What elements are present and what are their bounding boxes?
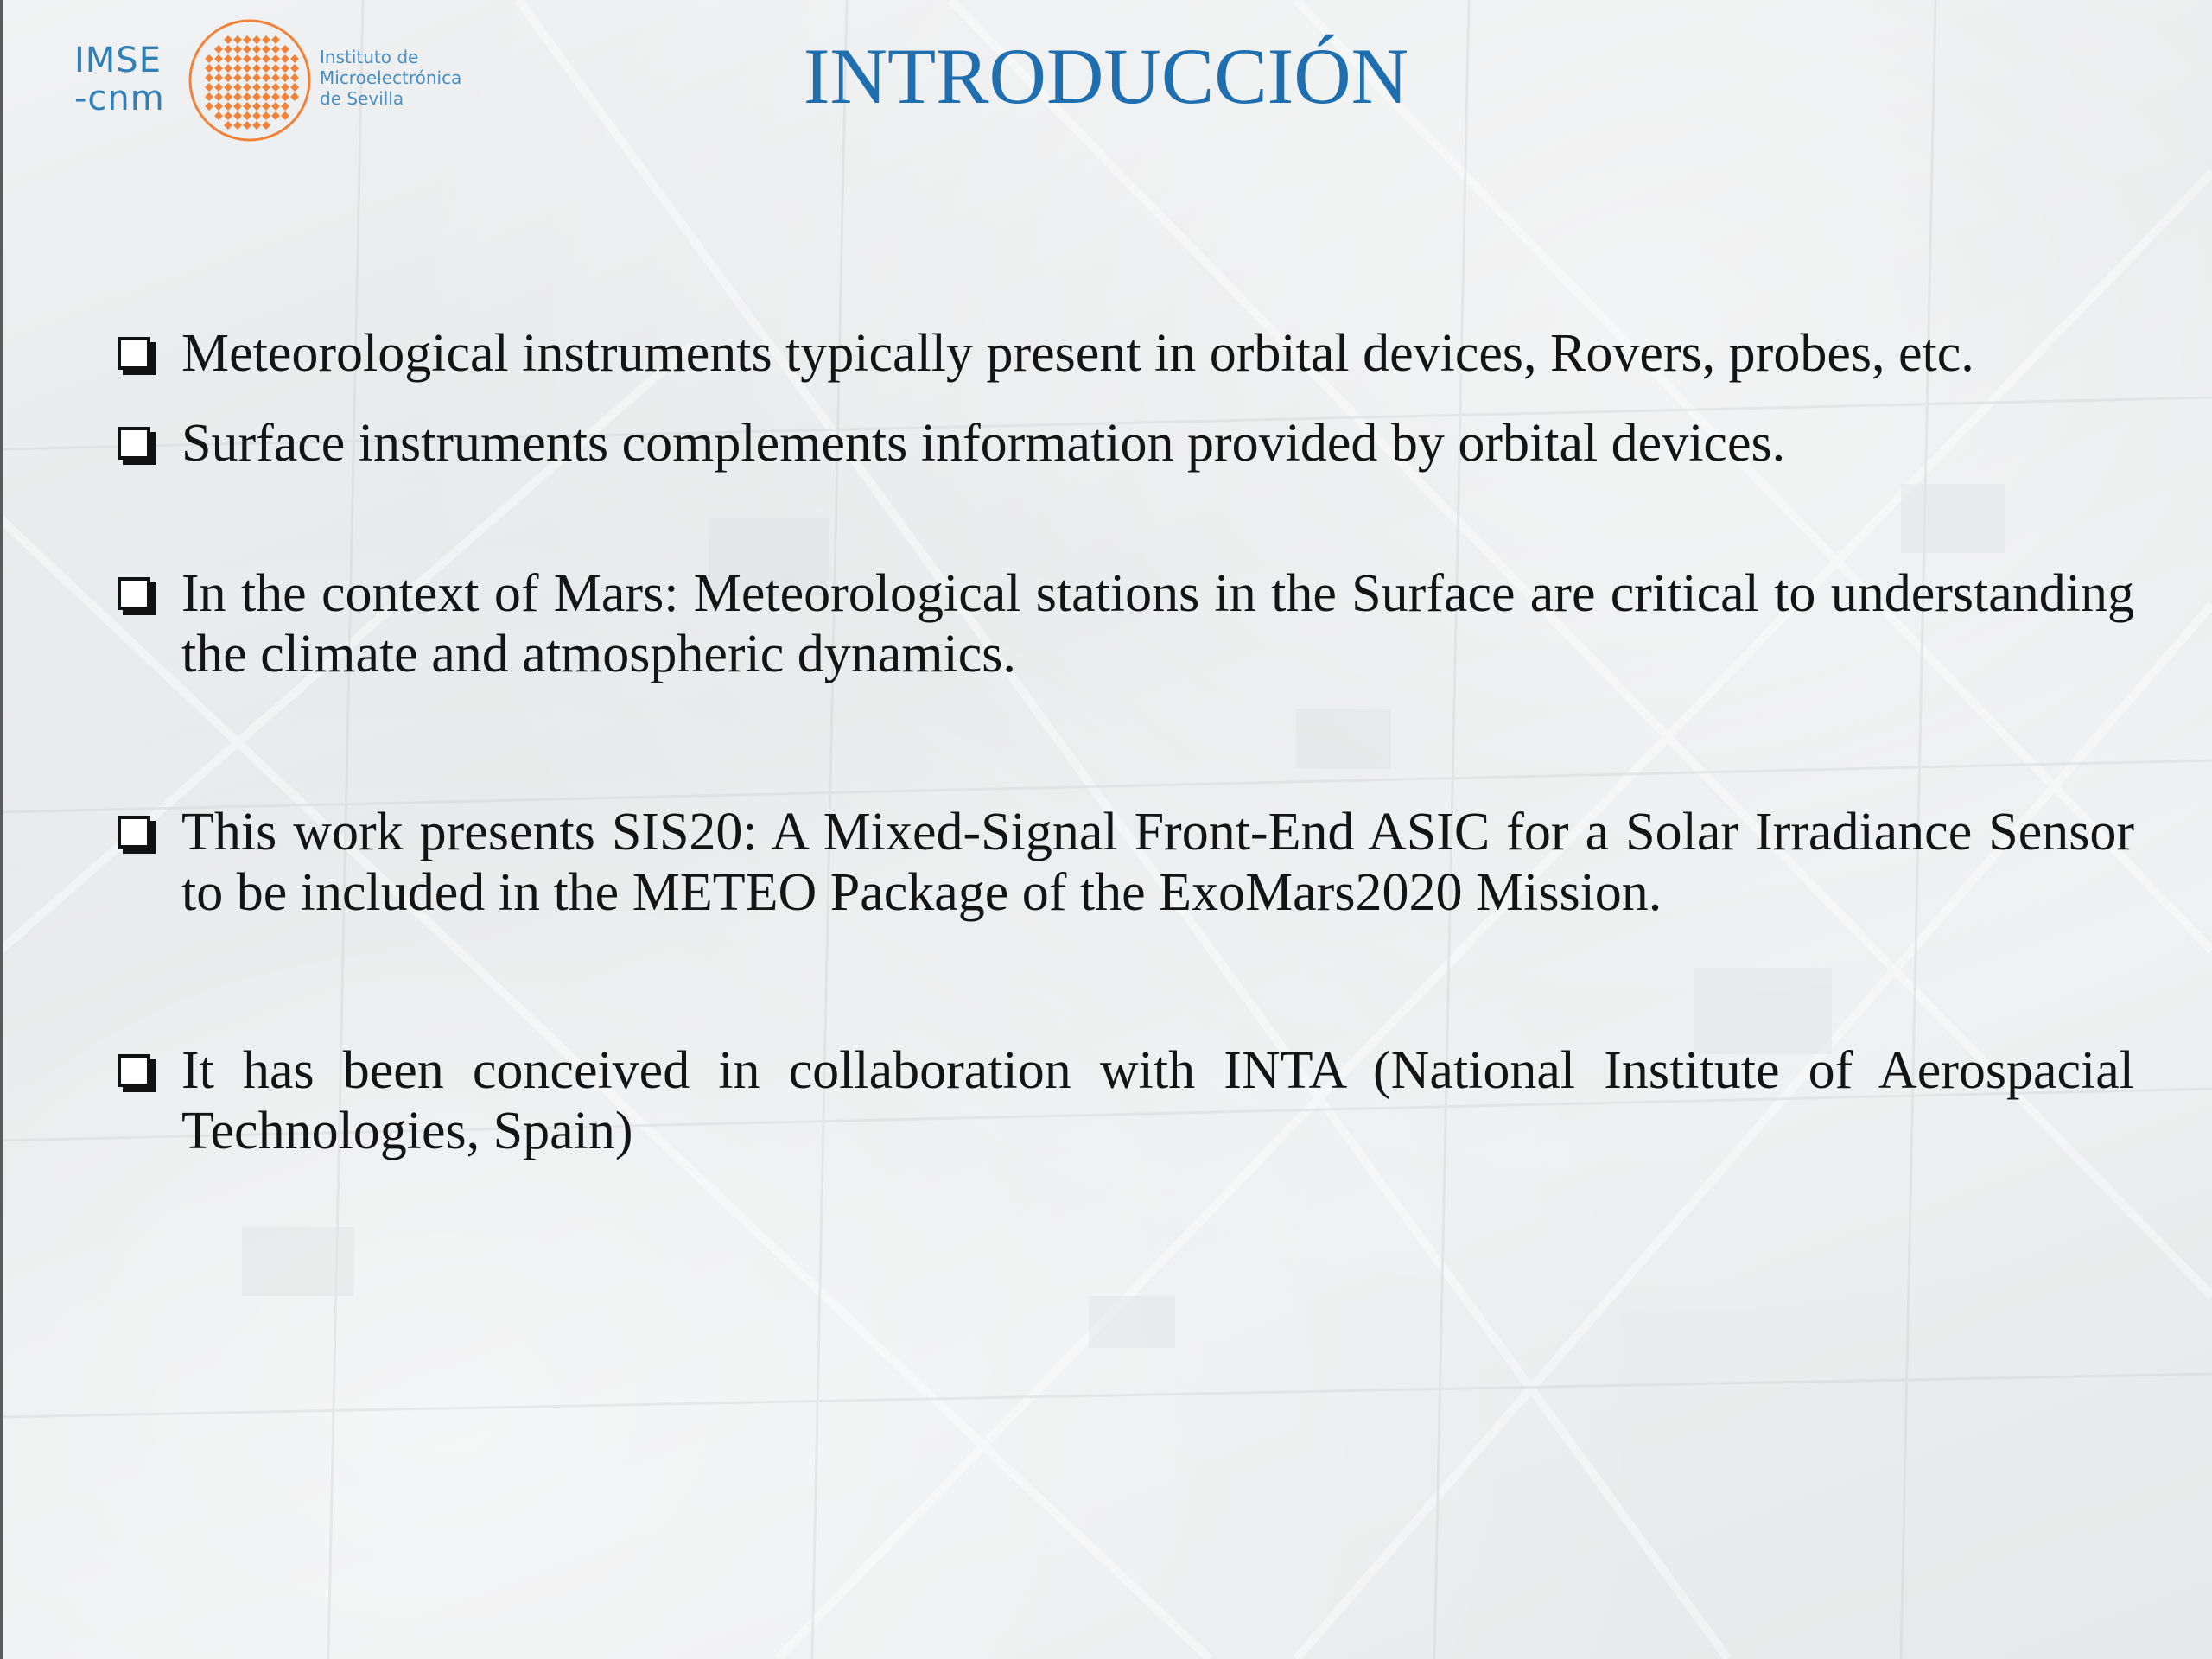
logo-acronym-line1: IMSE (74, 41, 162, 80)
checkbox-bullet-icon (118, 577, 150, 610)
slide-left-edge (0, 0, 3, 1659)
bullet-list (112, 323, 2134, 1161)
checkbox-bullet-icon (118, 427, 150, 460)
checkbox-bullet-icon (118, 1054, 150, 1087)
bullet-item (112, 1040, 2134, 1161)
slide-title (0, 31, 2212, 121)
bullet-text: This work presents SIS20: A Mixed-Signal Front-End ASIC for a Solar Irradiance Sensor to be included in the METEO Package of the ExoMars2020 Mission. (181, 803, 2134, 922)
logo-institute-line1: Instituto de (320, 47, 419, 67)
bullet-item (112, 413, 2134, 474)
logo-institute-line2: Microelectrónica (320, 67, 462, 88)
bullet-text: It has been conceived in collaboration with INTA (National Institute of Aerospacial Technologies, Spain) (181, 1041, 2134, 1160)
slide-title-text: INTRODUCCIÓN (803, 32, 1409, 120)
bullet-text: Surface instruments complements information provided by orbital devices. (181, 414, 1786, 473)
bullet-text: Meteorological instruments typically present in orbital devices, Rovers, probes, etc. (181, 324, 1974, 383)
logo-acronym-line2: -cnm (74, 79, 165, 118)
logo-institute-line3: de Sevilla (320, 88, 404, 109)
bullet-item (112, 323, 2134, 384)
bullet-text: In the context of Mars: Meteorological stations in the Surface are critical to understanding the climate and atmospheric dynamics. (181, 564, 2134, 683)
checkbox-bullet-icon (118, 337, 150, 370)
bullet-item (112, 563, 2134, 684)
checkbox-bullet-icon (118, 816, 150, 849)
bullet-item (112, 802, 2134, 923)
